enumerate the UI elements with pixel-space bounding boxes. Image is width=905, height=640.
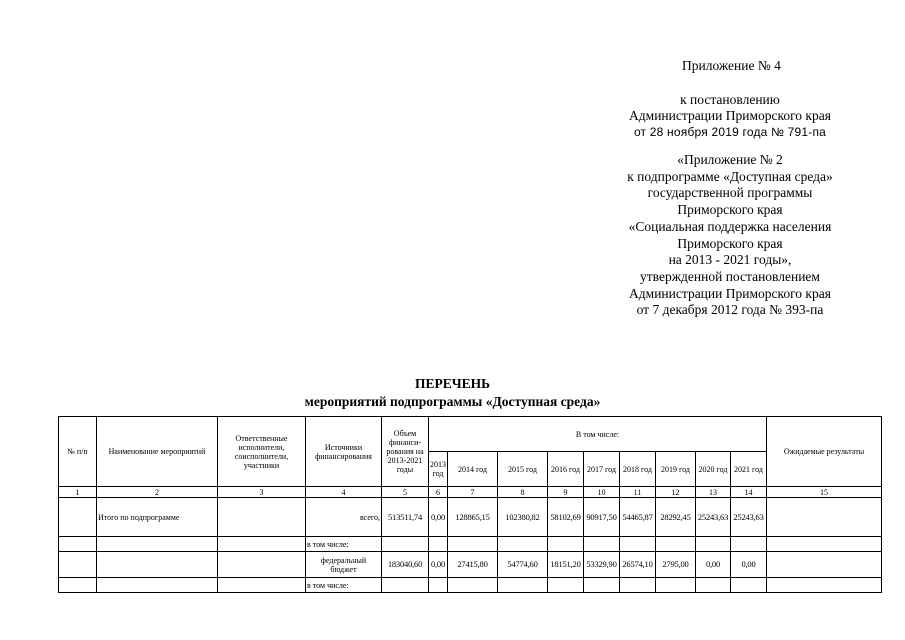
row-year-value: 90917,50: [584, 498, 620, 537]
row-year-value: [656, 578, 696, 593]
row-volume: 513511,74: [382, 498, 429, 537]
original-appendix-line: Приморского края: [677, 202, 783, 218]
table-row: [59, 537, 882, 552]
row-year-value: [620, 578, 656, 593]
row-name: [97, 578, 218, 593]
row-executors: [218, 552, 306, 578]
document-title: ПЕРЕЧЕНЬ: [414, 376, 491, 391]
row-year-value: [584, 537, 620, 552]
document-subtitle: мероприятий подпрограммы «Доступная среда»: [304, 394, 601, 409]
column-number: 14: [731, 487, 767, 498]
row-name: [97, 552, 218, 578]
table-row: [59, 578, 882, 593]
row-year-value: [548, 578, 584, 593]
row-year-value: 26574,10: [620, 552, 656, 578]
row-year-value: [731, 578, 767, 593]
header-num: № п/п: [59, 417, 97, 487]
table-header-row: [59, 417, 882, 452]
original-appendix-line: Приморского края: [677, 235, 783, 251]
header-year: 2016 год: [548, 452, 584, 487]
row-year-value: 0,00: [696, 552, 731, 578]
row-year-value: [448, 578, 498, 593]
row-year-value: [656, 537, 696, 552]
header-year: 2019 год: [656, 452, 696, 487]
header-year: 2021 год: [731, 452, 767, 487]
row-year-value: 0,00: [429, 498, 448, 537]
row-year-value: [429, 537, 448, 552]
row-year-value: 2795,00: [656, 552, 696, 578]
measures-table: [58, 416, 882, 593]
row-year-value: 128865,15: [448, 498, 498, 537]
column-number: 3: [218, 487, 306, 498]
column-number: 12: [656, 487, 696, 498]
column-number: 11: [620, 487, 656, 498]
row-year-value: 25243,63: [731, 498, 767, 537]
row-results: [767, 498, 882, 537]
row-year-value: 25243,63: [696, 498, 731, 537]
appendix-date-line: от 28 ноября 2019 года № 791-па: [633, 125, 827, 139]
appendix-to-resolution: к постановлению: [680, 92, 780, 107]
row-source: в том числе:: [306, 578, 382, 593]
row-year-value: [548, 537, 584, 552]
row-results: [767, 552, 882, 578]
row-results: [767, 578, 882, 593]
row-year-value: 58102,69: [548, 498, 584, 537]
row-source: в том числе:: [306, 537, 382, 552]
row-num: [59, 498, 97, 537]
row-year-value: 53329,90: [584, 552, 620, 578]
row-num: [59, 578, 97, 593]
header-year: 2018 год: [620, 452, 656, 487]
original-appendix-line: к подпрограмме «Доступная среда»: [627, 168, 833, 184]
row-year-value: 28292,45: [656, 498, 696, 537]
row-year-value: [696, 578, 731, 593]
original-appendix-block: [600, 152, 860, 319]
original-appendix-line: Администрации Приморского края: [629, 285, 831, 301]
row-year-value: [448, 537, 498, 552]
row-volume: 183040,60: [382, 552, 429, 578]
original-appendix-line: государственной программы: [647, 185, 813, 201]
header-year: 2013 год: [429, 452, 448, 487]
column-number: 7: [448, 487, 498, 498]
row-year-value: [620, 537, 656, 552]
row-volume: [382, 578, 429, 593]
row-name: [97, 537, 218, 552]
row-year-value: 0,00: [731, 552, 767, 578]
column-number: 13: [696, 487, 731, 498]
header-name: Наименование мероприятий: [97, 417, 218, 487]
column-number: 8: [498, 487, 548, 498]
column-number: 4: [306, 487, 382, 498]
row-year-value: [429, 578, 448, 593]
row-year-value: [584, 578, 620, 593]
original-appendix-line: «Социальная поддержка населения: [628, 218, 832, 234]
row-volume: [382, 537, 429, 552]
row-year-value: [498, 578, 548, 593]
row-year-value: 0,00: [429, 552, 448, 578]
row-year-value: 54465,87: [620, 498, 656, 537]
row-name: Итого по подпрограмме: [97, 498, 218, 537]
header-year: 2020 год: [696, 452, 731, 487]
column-number: 9: [548, 487, 584, 498]
row-source: всего,: [306, 498, 382, 537]
appendix-administration: Администрации Приморского края: [629, 108, 831, 123]
row-source: федеральный бюджет: [306, 552, 382, 578]
column-number: 5: [382, 487, 429, 498]
column-number: 10: [584, 487, 620, 498]
appendix-title: Приложение № 4: [682, 58, 781, 73]
header-executors: Ответственные исполнители, соисполнители, участники: [218, 417, 306, 487]
original-appendix-line: утвержденной постановлением: [640, 268, 820, 284]
header-year: 2015 год: [498, 452, 548, 487]
row-executors: [218, 578, 306, 593]
column-number: 6: [429, 487, 448, 498]
row-num: [59, 537, 97, 552]
column-number-row: [59, 487, 882, 498]
column-number: 2: [97, 487, 218, 498]
header-year: 2017 год: [584, 452, 620, 487]
appendix-resolution-block: [600, 92, 860, 140]
row-year-value: [731, 537, 767, 552]
table-row: [59, 552, 882, 578]
row-num: [59, 552, 97, 578]
header-including: В том числе:: [429, 417, 767, 452]
row-year-value: 54774,60: [498, 552, 548, 578]
row-year-value: 102380,82: [498, 498, 548, 537]
header-sources: Источники финансирования: [306, 417, 382, 487]
original-appendix-line: «Приложение № 2: [677, 152, 783, 167]
original-appendix-line: на 2013 - 2021 годы»,: [668, 252, 792, 268]
row-year-value: 18151,20: [548, 552, 584, 578]
column-number: 1: [59, 487, 97, 498]
header-results: Ожидаемые результаты: [767, 417, 882, 487]
row-year-value: [498, 537, 548, 552]
row-executors: [218, 498, 306, 537]
original-appendix-line: от 7 декабря 2012 года № 393-па: [636, 302, 824, 318]
header-year: 2014 год: [448, 452, 498, 487]
row-year-value: [696, 537, 731, 552]
row-results: [767, 537, 882, 552]
row-year-value: 27415,80: [448, 552, 498, 578]
column-number: 15: [767, 487, 882, 498]
row-executors: [218, 537, 306, 552]
header-volume: Объем финанси-рования на 2013-2021 годы: [382, 417, 429, 487]
table-row: [59, 498, 882, 537]
